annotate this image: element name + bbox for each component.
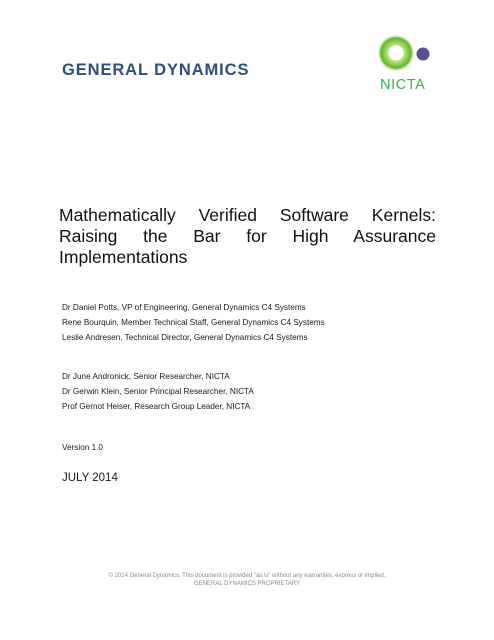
author-line: Dr Daniel Potts, VP of Engineering, General Dynamics C4 Systems [62, 303, 306, 312]
document-title [59, 205, 436, 268]
author-line: Dr Gerwin Klein, Senior Principal Researcher, NICTA [62, 387, 254, 396]
author-line: Prof Gernot Heiser, Research Group Leader, NICTA [62, 402, 251, 411]
author-list-nicta [62, 369, 254, 414]
page-footer [0, 572, 494, 588]
publication-date: JULY 2014 [62, 472, 118, 484]
proprietary-notice: GENERAL DYNAMICS PROPRIETARY [194, 581, 300, 587]
nicta-logo-text: NICTA [380, 77, 426, 93]
author-line: Leslie Andresen, Technical Director, General Dynamics C4 Systems [62, 333, 308, 342]
title-line-1: Mathematically Verified Software Kernels: [59, 205, 436, 225]
title-line-2: Raising the Bar for High Assurance [59, 226, 436, 246]
version-label: Version 1.0 [62, 443, 103, 452]
author-line: Rene Bourquin, Member Technical Staff, General Dynamics C4 Systems [62, 318, 325, 327]
author-list-general-dynamics [62, 300, 325, 345]
title-line-3: Implementations [59, 247, 188, 267]
general-dynamics-logo: GENERAL DYNAMICS [62, 61, 250, 79]
copyright-notice: © 2014 General Dynamics. This document is provided "as is" without any warranties, express or implied. [108, 573, 386, 579]
author-line: Dr June Andronick, Senior Researcher, NICTA [62, 372, 230, 381]
